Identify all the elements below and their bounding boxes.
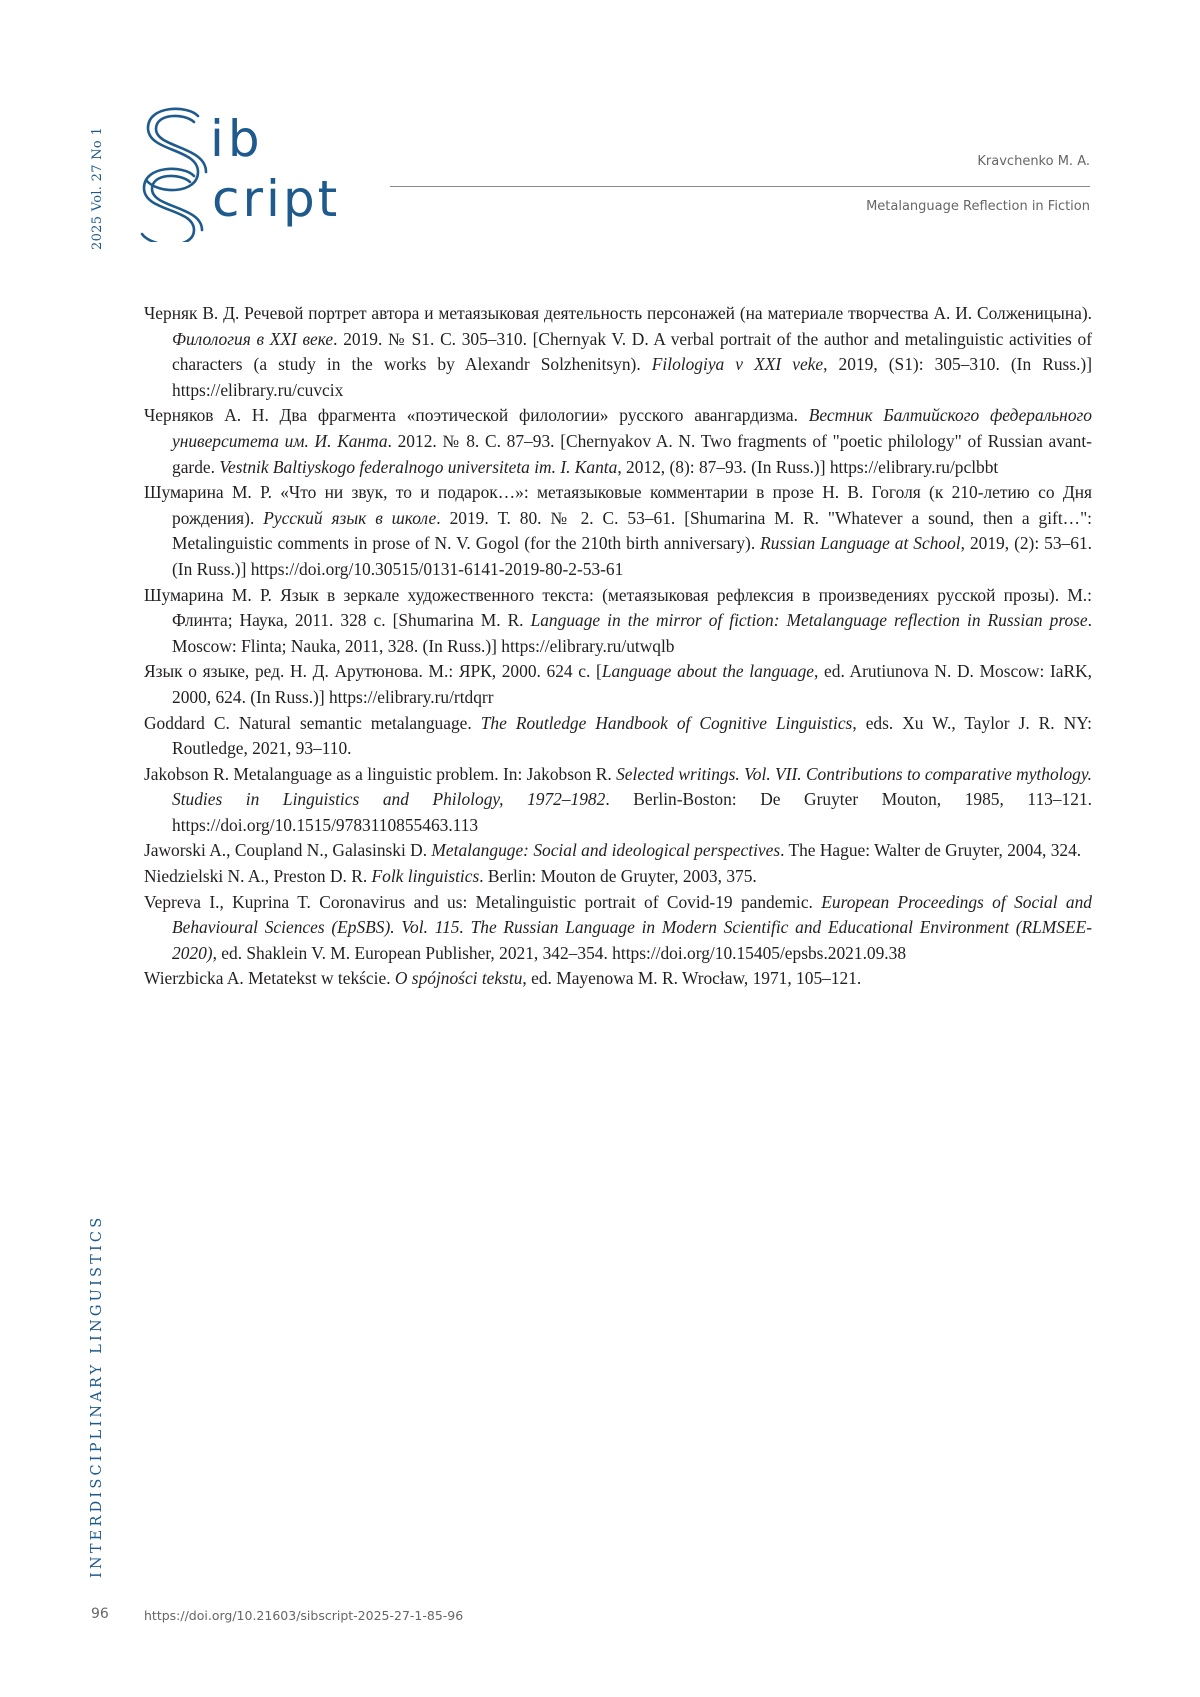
logo-line2: cript: [212, 170, 341, 228]
reference-item: [144, 864, 1092, 890]
logo-line1: ib: [210, 110, 264, 168]
page-number: 96: [91, 1606, 109, 1622]
reference-text: . 2019. Т. 80. № 2. С. 53–61. [Shumarina M. R. "Whatever a sound, then a gift…": Metalinguistic comments in prose of N. V. Gogol (for the 210th birth anniversary).: [172, 507, 1092, 554]
reference-source: Вестник Балтийского федерального университета им. И. Канта: [172, 405, 1092, 451]
reference-item: [144, 480, 1092, 582]
reference-source: Selected writings. Vol. VII. Contributions to comparative mythology. Studies in Linguistics and Philology, 1972–1982: [172, 763, 1092, 810]
reference-text: Vepreva I., Kuprina T. Coronavirus and us: Metalinguistic portrait of Covid-19 pandemic.: [144, 891, 822, 912]
reference-text: , ed. Mayenowa M. R. Wrocław, 1971, 105–121.: [522, 968, 862, 989]
reference-text: . 2019. № S1. С. 305–310. [Chernyak V. D. A verbal portrait of the author and metalinguistic activities of characters (a study in the works by Alexandr Solzhenitsyn).: [172, 328, 1092, 375]
reference-text: Jaworski A., Coupland N., Galasinski D.: [144, 840, 432, 861]
reference-source: O spójności tekstu: [394, 968, 523, 989]
reference-item: [144, 659, 1092, 710]
reference-text: Jakobson R. Metalanguage as a linguistic problem. In: Jakobson R.: [144, 763, 617, 784]
reference-source: Филология в XXI веке: [172, 328, 334, 349]
reference-text: . 2012. № 8. С. 87–93. [Chernyakov A. N. Two fragments of "poetic philology" of Russian avant-garde.: [172, 430, 1092, 477]
sibscript-logo-icon: [140, 102, 380, 242]
issue-label: [90, 110, 112, 250]
reference-item: [144, 966, 1092, 992]
header-divider: [390, 186, 1090, 187]
reference-text: Шумарина М. Р. Язык в зеркале художественного текста: (метаязыковая рефлексия в произведениях русской прозы). М.: Флинта; Наука, 2011. 328 с. [Shumarina M. R.: [144, 584, 1092, 631]
reference-text: Wierzbicka A. Metatekst w tekście.: [144, 968, 395, 989]
reference-source: Folk linguistics: [371, 866, 480, 887]
reference-text: , 2012, (8): 87–93. (In Russ.)] https://elibrary.ru/pclbbt: [617, 456, 999, 477]
reference-source: Language about the language: [601, 661, 815, 682]
reference-source: Metalanguge: Social and ideological perspectives: [431, 840, 781, 861]
reference-item: [144, 762, 1092, 839]
reference-source: Language in the mirror of fiction: Metalanguage reflection in Russian prose: [530, 610, 1088, 631]
reference-item: [144, 711, 1092, 762]
reference-source: Filologiya v XXI veke: [651, 354, 824, 375]
reference-text: . Moscow: Flinta; Nauka, 2011, 328. (In Russ.)] https://elibrary.ru/utwqlb: [172, 610, 1092, 656]
reference-source: The Routledge Handbook of Cognitive Linguistics: [480, 712, 853, 733]
reference-text: Goddard C. Natural semantic metalanguage.: [144, 712, 481, 733]
running-author: Kravchenko M. A.: [977, 154, 1090, 169]
reference-text: , 2019, (S1): 305–310. (In Russ.)] https://elibrary.ru/cuvcix: [172, 354, 1093, 400]
reference-item: [144, 890, 1092, 967]
reference-source: European Proceedings of Social and Behavioural Sciences (EpSBS). Vol. 115. The Russian Language in Modern Scientific and Educational Environment (RLMSEE-2020): [172, 891, 1092, 963]
reference-text: , ed. Arutiunova N. D. Moscow: IaRK, 2000, 624. (In Russ.)] https://elibrary.ru/rtdqrr: [172, 661, 1092, 707]
reference-text: Niedzielski N. A., Preston D. R.: [144, 866, 372, 887]
reference-text: , 2019, (2): 53–61. (In Russ.)] https://doi.org/10.30515/0131-6141-2019-80-2-53-61: [172, 533, 1092, 579]
reference-text: . Berlin: Mouton de Gruyter, 2003, 375.: [479, 866, 757, 887]
reference-text: , eds. Xu W., Taylor J. R. NY: Routledge, 2021, 93–110.: [172, 712, 1092, 759]
reference-text: Черняк В. Д. Речевой портрет автора и метаязыковая деятельность персонажей (на материале творчества А. И. Солженицына).: [144, 303, 1092, 323]
reference-item: [144, 301, 1092, 403]
reference-item: [144, 403, 1092, 480]
section-text: INTERDISCIPLINARY LINGUISTICS: [89, 1214, 105, 1578]
running-title: Metalanguage Reflection in Fiction: [866, 199, 1090, 214]
reference-source: Vestnik Baltiyskogo federalnogo universiteta im. I. Kanta: [219, 456, 618, 477]
reference-item: [144, 583, 1092, 660]
issue-text: 2025 Vol. 27 No 1: [90, 126, 105, 250]
reference-source: Русский язык в школе: [263, 507, 437, 528]
reference-text: Язык о языке, ред. Н. Д. Арутюнова. М.: ЯРК, 2000. 624 с. [: [144, 661, 602, 682]
reference-list: [144, 301, 1092, 992]
reference-text: , ed. Shaklein V. M. European Publisher, 2021, 342–354. https://doi.org/10.15405/epsbs.2021.09.38: [212, 942, 907, 963]
reference-text: . Berlin-Boston: De Gruyter Mouton, 1985, 113–121. https://doi.org/10.1515/9783110855463.113: [172, 789, 1092, 835]
journal-logo: [140, 102, 380, 242]
reference-item: [144, 838, 1092, 864]
reference-text: Черняков А. Н. Два фрагмента «поэтической филологии» русского авангардизма.: [144, 405, 809, 426]
reference-text: . The Hague: Walter de Gruyter, 2004, 324.: [780, 840, 1082, 861]
section-label: [89, 1214, 111, 1578]
reference-source: Russian Language at School: [760, 533, 961, 554]
reference-text: Шумарина М. Р. «Что ни звук, то и подарок…»: метаязыковые комментарии в прозе Н. В. Гоголя (к 210-летию со Дня рождения).: [144, 482, 1092, 528]
footer-doi[interactable]: https://doi.org/10.21603/sibscript-2025-27-1-85-96: [144, 1608, 464, 1623]
